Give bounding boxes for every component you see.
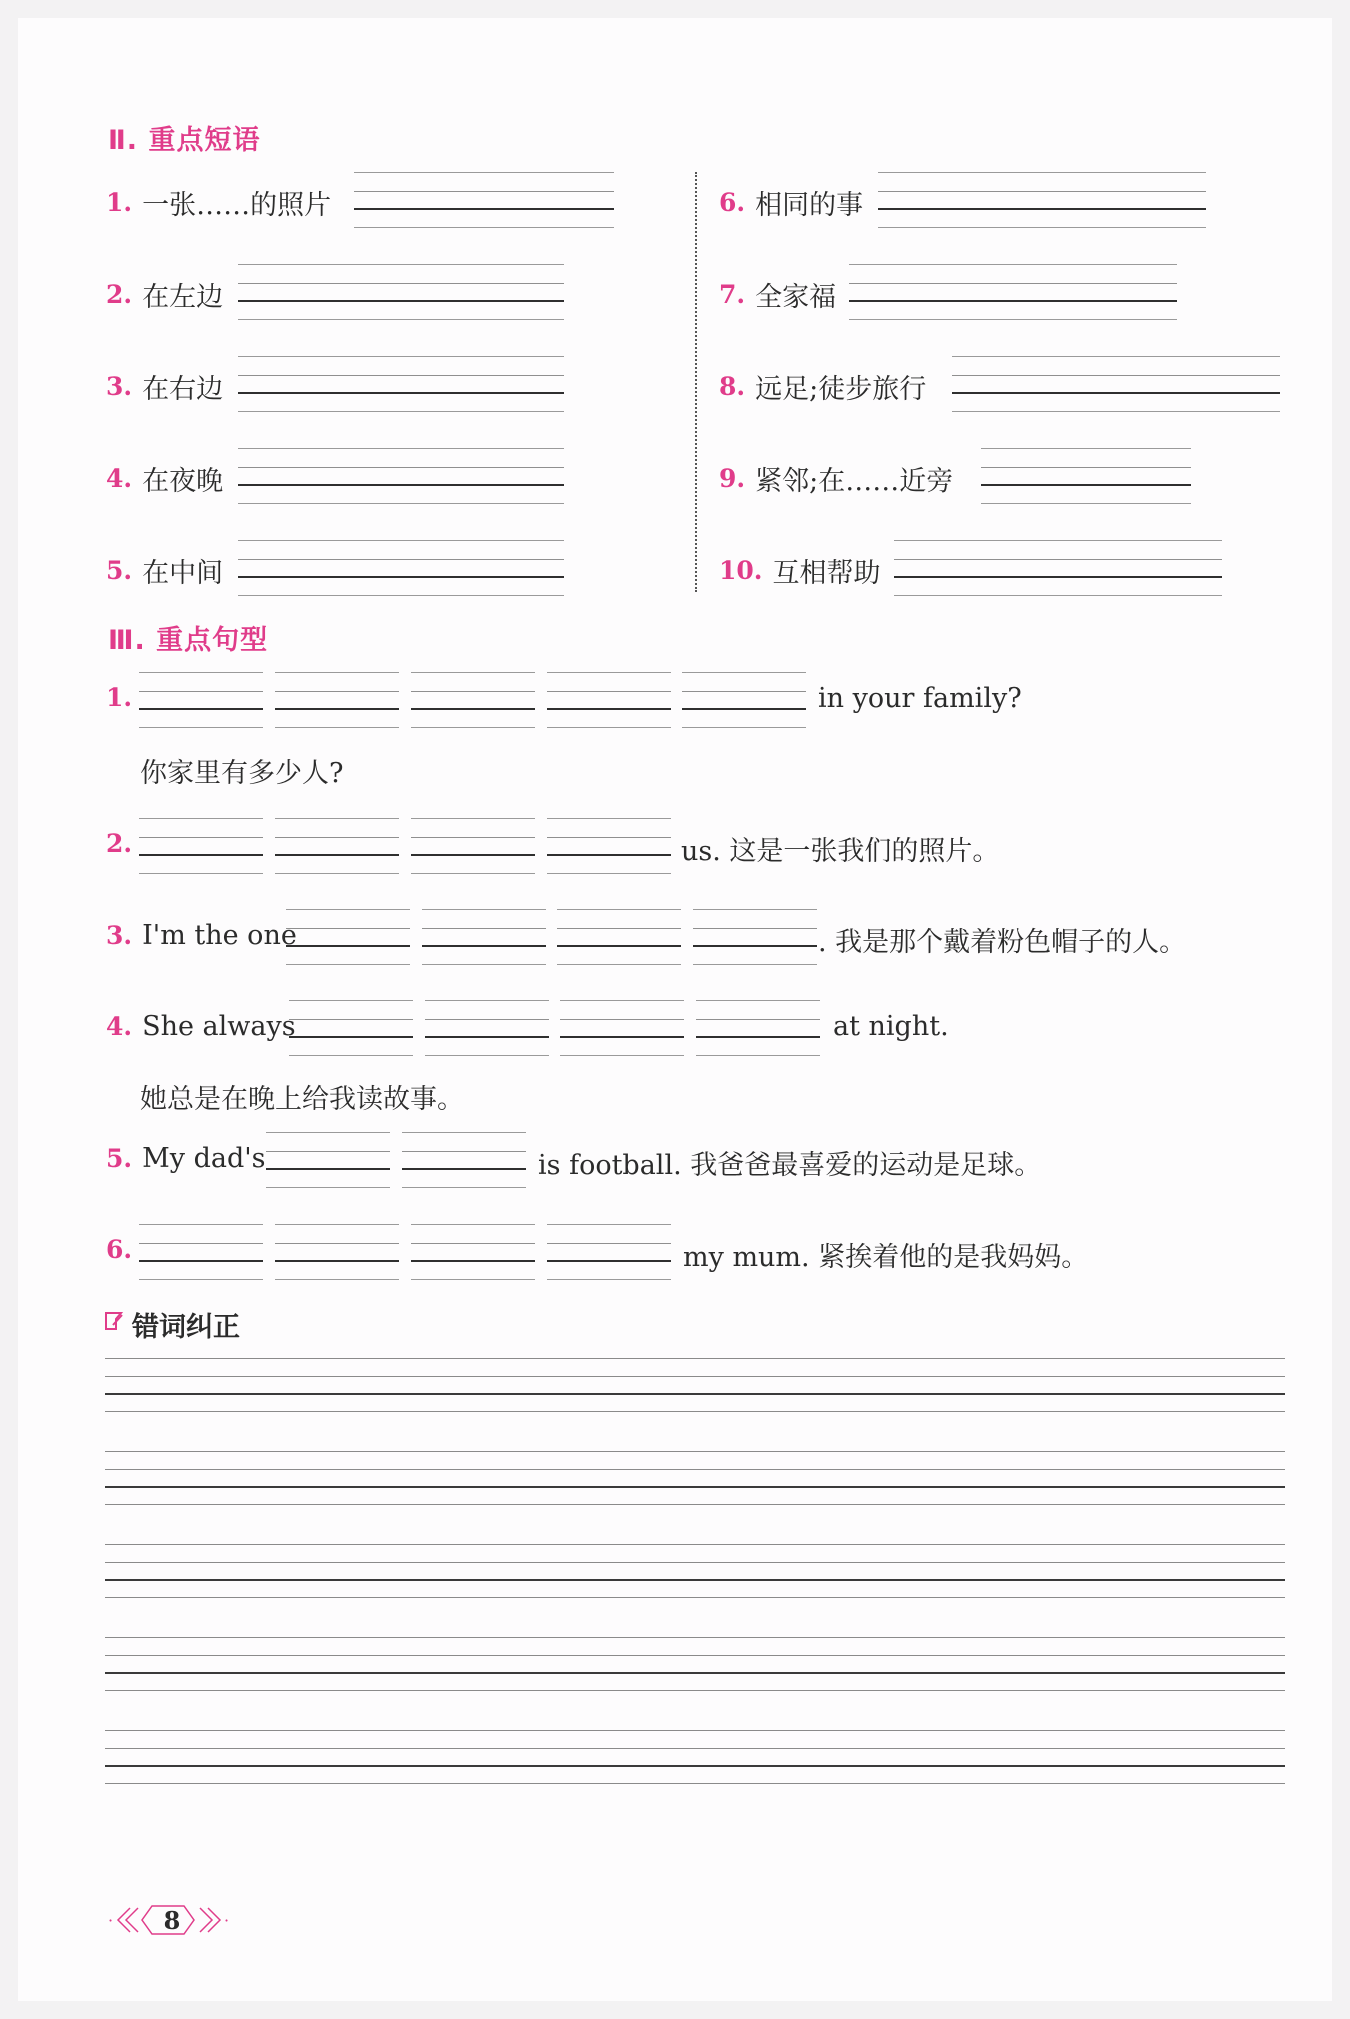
answer-blank[interactable] xyxy=(286,909,410,965)
item-number: 6. xyxy=(106,1235,133,1264)
writing-line[interactable] xyxy=(105,1637,1285,1691)
answer-blank[interactable] xyxy=(289,1000,413,1056)
answer-blank[interactable] xyxy=(411,672,535,728)
sentence-item xyxy=(106,1143,266,1174)
sentence-text: . 我是那个戴着粉色帽子的人。 xyxy=(818,927,1187,958)
answer-blank[interactable] xyxy=(981,448,1191,504)
phrase-text: 全家福 xyxy=(755,282,837,313)
answer-blank[interactable] xyxy=(275,672,399,728)
phrase-item xyxy=(719,367,926,406)
answer-blank[interactable] xyxy=(547,1224,671,1280)
phrase-item xyxy=(106,183,331,222)
item-number: 5. xyxy=(106,1144,133,1173)
answer-blank[interactable] xyxy=(354,172,614,228)
item-number: 4. xyxy=(106,464,133,493)
answer-blank[interactable] xyxy=(425,1000,549,1056)
item-number: 8. xyxy=(719,372,746,401)
phrase-item xyxy=(719,183,863,222)
phrase-text: 远足;徒步旅行 xyxy=(755,374,927,405)
phrase-text: 在中间 xyxy=(142,558,224,589)
phrase-item xyxy=(719,459,953,498)
answer-blank[interactable] xyxy=(411,1224,535,1280)
item-number: 7. xyxy=(719,280,746,309)
item-number: 3. xyxy=(106,921,133,950)
answer-blank[interactable] xyxy=(266,1132,390,1188)
answer-blank[interactable] xyxy=(139,672,263,728)
page-number: 8 xyxy=(163,1906,181,1935)
sentence-text: I'm the one xyxy=(142,920,297,951)
item-number: 2. xyxy=(106,829,133,858)
section-title-sentences: Ⅲ. 重点句型 xyxy=(108,625,269,656)
phrase-item xyxy=(106,459,223,498)
writing-line[interactable] xyxy=(105,1730,1285,1784)
phrase-item xyxy=(106,367,223,406)
answer-blank[interactable] xyxy=(547,818,671,874)
sentence-item xyxy=(106,829,142,858)
phrase-text: 互相帮助 xyxy=(772,558,881,589)
phrase-item xyxy=(719,551,881,590)
item-number: 10. xyxy=(719,556,763,585)
sentence-text: in your family? xyxy=(818,683,1022,714)
sentence-item xyxy=(106,683,142,712)
answer-blank[interactable] xyxy=(411,818,535,874)
phrase-item xyxy=(719,275,836,314)
sentence-text: my mum. 紧挨着他的是我妈妈。 xyxy=(683,1242,1089,1273)
correction-title: 错词纠正 xyxy=(132,1312,240,1343)
answer-blank[interactable] xyxy=(693,909,817,965)
answer-blank[interactable] xyxy=(238,356,564,412)
sentence-text: My dad's xyxy=(142,1143,266,1174)
sentence-translation: 你家里有多少人? xyxy=(140,758,344,789)
answer-blank[interactable] xyxy=(696,1000,820,1056)
sentence-text: is football. 我爸爸最喜爱的运动是足球。 xyxy=(538,1150,1042,1181)
sentence-item xyxy=(106,1011,296,1042)
sentence-item xyxy=(106,920,297,951)
answer-blank[interactable] xyxy=(402,1132,526,1188)
item-number: 5. xyxy=(106,556,133,585)
section-title-phrases: Ⅱ. 重点短语 xyxy=(108,125,261,156)
phrase-text: 在左边 xyxy=(142,282,224,313)
answer-blank[interactable] xyxy=(894,540,1222,596)
sentence-item xyxy=(106,1235,142,1264)
answer-blank[interactable] xyxy=(139,818,263,874)
answer-blank[interactable] xyxy=(952,356,1280,412)
phrase-text: 紧邻;在……近旁 xyxy=(755,466,954,497)
sentence-text: at night. xyxy=(833,1011,949,1042)
answer-blank[interactable] xyxy=(238,540,564,596)
item-number: 1. xyxy=(106,683,133,712)
page-number-badge xyxy=(108,1900,238,1940)
item-number: 3. xyxy=(106,372,133,401)
item-number: 9. xyxy=(719,464,746,493)
svg-text:·: · xyxy=(224,1911,230,1930)
pencil-note-icon xyxy=(104,1310,126,1330)
answer-blank[interactable] xyxy=(557,909,681,965)
item-number: 4. xyxy=(106,1012,133,1041)
answer-blank[interactable] xyxy=(560,1000,684,1056)
phrase-text: 在右边 xyxy=(142,374,224,405)
sentence-text: She always xyxy=(142,1011,296,1042)
answer-blank[interactable] xyxy=(878,172,1206,228)
item-number: 1. xyxy=(106,188,133,217)
column-divider xyxy=(695,172,697,592)
answer-blank[interactable] xyxy=(422,909,546,965)
phrase-text: 在夜晚 xyxy=(142,466,224,497)
sentence-text: us. 这是一张我们的照片。 xyxy=(681,836,1000,867)
phrase-item xyxy=(106,275,223,314)
item-number: 2. xyxy=(106,280,133,309)
phrase-item xyxy=(106,551,223,590)
answer-blank[interactable] xyxy=(139,1224,263,1280)
answer-blank[interactable] xyxy=(275,818,399,874)
writing-line[interactable] xyxy=(105,1358,1285,1412)
svg-text:·: · xyxy=(108,1911,114,1930)
answer-blank[interactable] xyxy=(849,264,1177,320)
answer-blank[interactable] xyxy=(238,264,564,320)
sentence-translation: 她总是在晚上给我读故事。 xyxy=(140,1084,464,1115)
answer-blank[interactable] xyxy=(275,1224,399,1280)
writing-line[interactable] xyxy=(105,1544,1285,1598)
answer-blank[interactable] xyxy=(238,448,564,504)
writing-line[interactable] xyxy=(105,1451,1285,1505)
phrase-text: 一张……的照片 xyxy=(142,190,332,221)
answer-blank[interactable] xyxy=(682,672,806,728)
item-number: 6. xyxy=(719,188,746,217)
phrase-text: 相同的事 xyxy=(755,190,864,221)
answer-blank[interactable] xyxy=(547,672,671,728)
